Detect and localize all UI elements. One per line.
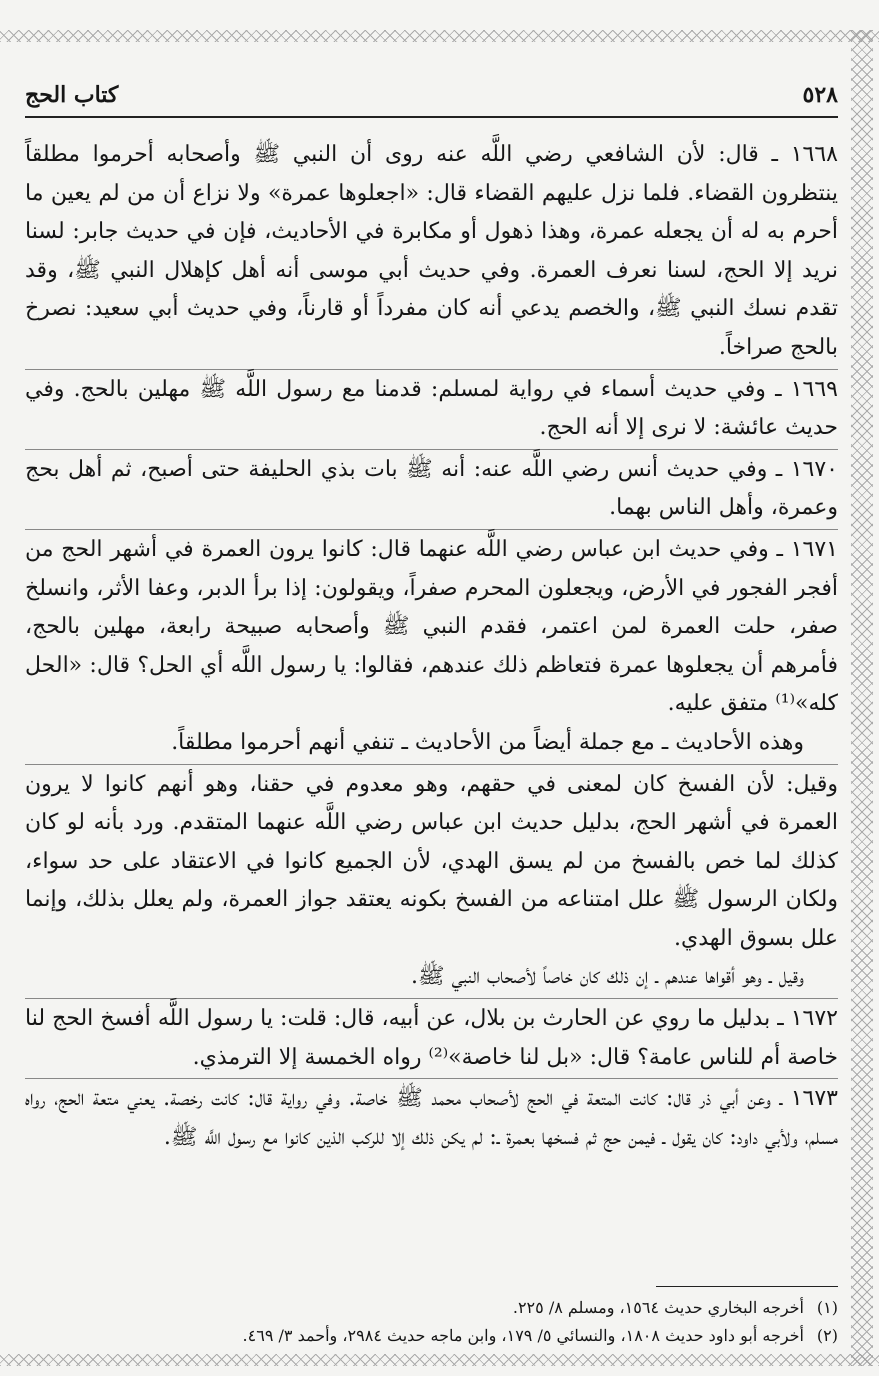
page-body	[25, 136, 838, 1157]
paragraph-khass: وقيل ـ وهو أقواها عندهم ـ إن ذلك كان خاصاً لأصحاب النبي ﷺ.	[411, 964, 804, 990]
paragraph-1670: ١٦٧٠ ـ وفي حديث أنس رضي اللَّه عنه: أنه ﷺ بات بذي الحليفة حتى أصبح، ثم أهل بحج وعمرة، وأهل الناس بهما.	[25, 456, 838, 521]
paragraph-fasakh: وقيل: لأن الفسخ كان لمعنى في حقهم، وهو معدوم في حقنا، وهو أنهم كانوا لا يرون العمرة في أشهر الحج، بدليل حديث ابن عباس رضي اللَّه عنهما المتقدم. ورد بأنه لو كان كذلك لما خص بالفسخ من لم يسق الهدي، لأن الجميع كانوا في الاعتقاد على حد سواء، ولكان الرسول ﷺ علل امتناعه من الفسخ بكونه يعتقد جواز العمرة، ولم يعلل بذلك، وإنما علل بسوق الهدي.	[25, 771, 838, 951]
page-header	[25, 78, 838, 112]
footnote-number: (٢)	[816, 1326, 838, 1345]
decorative-border-bottom	[0, 1354, 879, 1366]
paragraph-1673: ١٦٧٣ ـ وعن أبي ذر قال: كانت المتعة في الحج لأصحاب محمد ﷺ خاصة. وفي رواية قال: كانت رخصة. يعني متعة الحج، رواه مسلم، ولأبي داود: كان يقول ـ فيمن حج ثم فسخها بعمرة ـ: لم يكن ذلك إلا للركب الذين كانوا مع رسول اللَّه ﷺ.	[25, 1086, 838, 1150]
divider	[25, 449, 838, 450]
paragraph-1668: ١٦٦٨ ـ قال: لأن الشافعي رضي اللَّه عنه روى أن النبي ﷺ وأصحابه أحرموا مطلقاً ينتظرون القضاء. فلما نزل عليهم القضاء قال: «اجعلوها عمرة» ولا نزاع أن من لم يعين ما أحرم به له أن يجعله عمرة، وهذا ذهول أو مكابرة في الأحاديث، فإن في حديث جابر: لسنا نريد إلا الحج، لسنا نعرف العمرة. وفي حديث أبي موسى أنه أهل كإهلال النبي ﷺ، وقد تقدم نسك النبي ﷺ، والخصم يدعي أنه كان مفرداً أو قارناً، وفي حديث أبي سعيد: نصرخ بالحج صراخاً.	[25, 142, 838, 360]
divider	[25, 998, 838, 999]
paragraph-1669: ١٦٦٩ ـ وفي حديث أسماء في رواية لمسلم: قدمنا مع رسول اللَّه ﷺ مهلين بالحج. وفي حديث عائشة: لا نرى إلا أنه الحج.	[25, 376, 838, 441]
footnote-2	[25, 1322, 838, 1350]
footnotes	[25, 1294, 838, 1350]
footnote-1	[25, 1294, 838, 1322]
paragraph-1671: ١٦٧١ ـ وفي حديث ابن عباس رضي اللَّه عنهما قال: كانوا يرون العمرة في أشهر الحج من أفجر الفجور في الأرض، ويجعلون المحرم صفراً، ويقولون: إذا برأ الدبر، وعفا الأثر، وانسلخ صفر، حلت العمرة لمن اعتمر، فقدم النبي ﷺ وأصحابه صبيحة رابعة، مهلين بالحج، فأمرهم أن يجعلوها عمرة فتعاظم ذلك عندهم، فقالوا: يا رسول اللَّه أي الحل؟ قال: «الحل كله»⁽¹⁾ متفق عليه.	[25, 536, 838, 717]
footnote-text: أخرجه أبو داود حديث ١٨٠٨، والنسائي ٥/ ١٧٩، وابن ماجه حديث ٢٩٨٤، وأحمد ٣/ ٤٦٩.	[242, 1326, 804, 1345]
footnote-text: أخرجه البخاري حديث ١٥٦٤، ومسلم ٨/ ٢٢٥.	[512, 1298, 804, 1317]
footnote-divider	[656, 1286, 838, 1287]
divider	[25, 529, 838, 530]
page-number: ٥٢٨	[802, 82, 838, 108]
header-divider	[25, 116, 838, 118]
divider	[25, 764, 838, 765]
footnote-number: (١)	[816, 1298, 838, 1317]
book-title: كتاب الحج	[25, 82, 119, 108]
paragraph-commentary: وهذه الأحاديث ـ مع جملة أيضاً من الأحاديث ـ تنفي أنهم أحرموا مطلقاً.	[171, 729, 804, 755]
decorative-border-side	[851, 30, 873, 1366]
decorative-border-top	[0, 30, 879, 42]
divider	[25, 1078, 838, 1079]
divider	[25, 369, 838, 370]
paragraph-1672: ١٦٧٢ ـ بدليل ما روي عن الحارث بن بلال، عن أبيه، قال: قلت: يا رسول اللَّه أفسخ الحج لنا خاصة أم للناس عامة؟ قال: «بل لنا خاصة»⁽²⁾ رواه الخمسة إلا الترمذي.	[25, 1006, 838, 1070]
